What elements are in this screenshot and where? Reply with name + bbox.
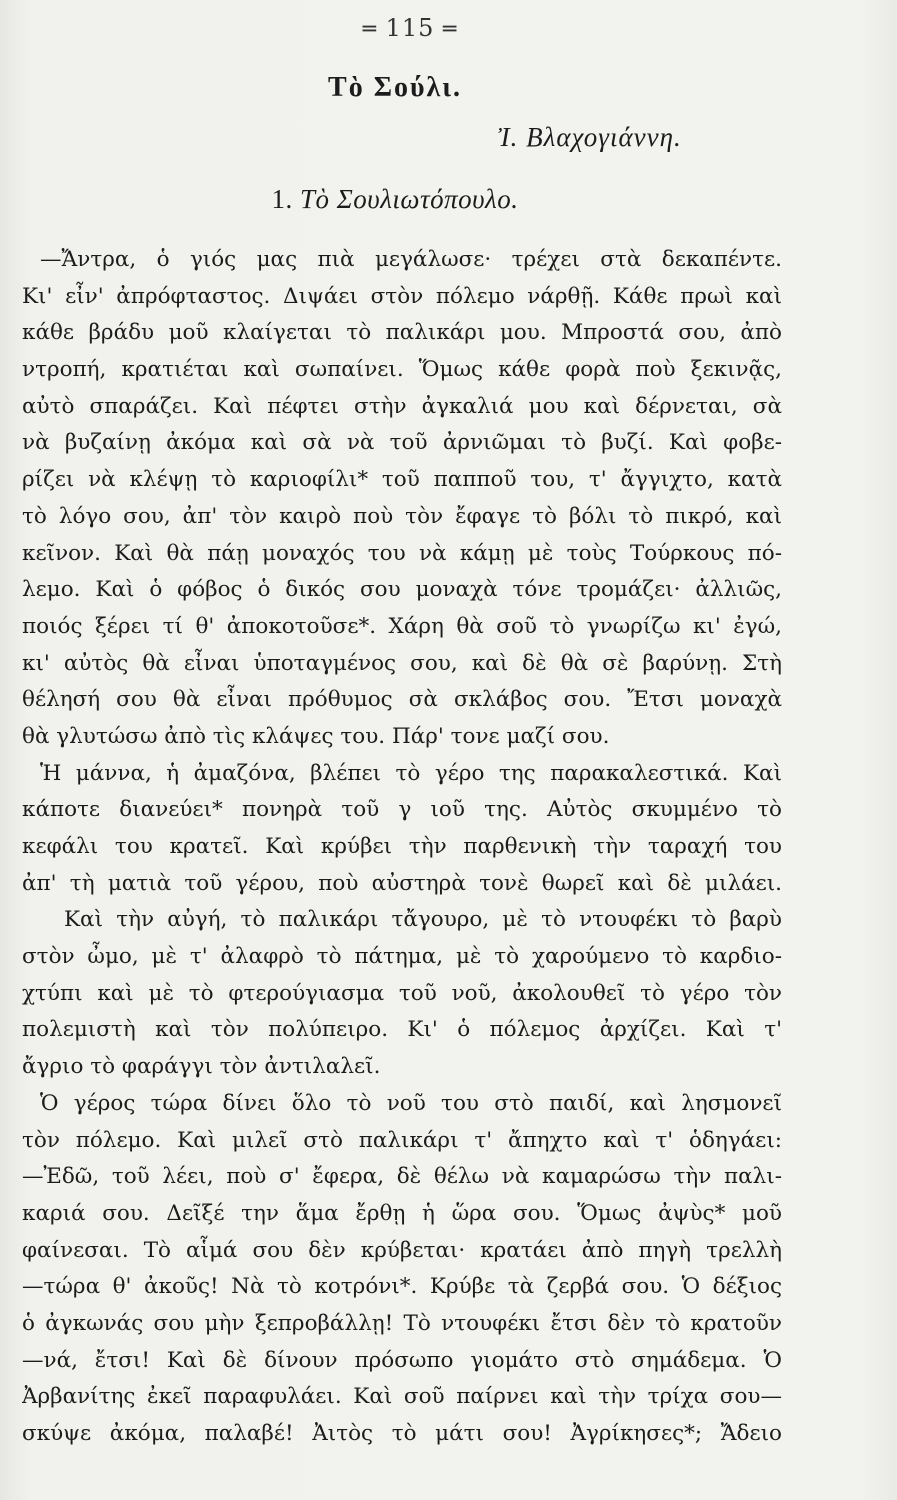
text-line: θέλησή σου θὰ εἶναι πρόθυμος σὰ σκλάβος σου. Ἔτσι μοναχὰ bbox=[22, 687, 782, 713]
text-line: ὁ ἀγκωνάς σου μὴν ξεπροβάλλῃ! Τὸ ντουφέκι ἔτσι δὲν τὸ κρατοῦν bbox=[22, 1310, 782, 1336]
text-line: πολεμιστὴ καὶ τὸν πολύπειρο. Κι' ὁ πόλεμος ἀρχίζει. Καὶ τ' bbox=[22, 1017, 782, 1043]
text-line: κεφάλι του κρατεῖ. Καὶ κρύβει τὴν παρθενικὴ τὴν ταραχή του bbox=[22, 834, 782, 859]
author-name: Ἰ. Βλαχογιάννη. bbox=[498, 122, 682, 152]
text-line: —Ἄντρα, ὁ γιός μας πιὰ μεγάλωσε· τρέχει στὰ δεκαπέντε. bbox=[40, 247, 782, 272]
page-number-ornament-right: ═ bbox=[443, 17, 458, 42]
text-line: Κι' εἶν' ἀπρόφταστος. Διψάει στὸν πόλεμο νάρθῇ. Κάθε πρωὶ καὶ bbox=[22, 283, 782, 309]
text-line: κάθε βράδυ μοῦ κλαίγεται τὸ παλικάρι μου. Μπροστά σου, ἀπὸ bbox=[22, 320, 782, 346]
page-number-text: 115 bbox=[385, 14, 435, 42]
text-line: καριά σου. Δεῖξέ την ἅμα ἔρθῃ ἡ ὥρα σου. Ὅμως ἀψὺς* μοῦ bbox=[22, 1200, 782, 1226]
text-line: τὸν πόλεμο. Καὶ μιλεῖ στὸ παλικάρι τ' ἄπηχτο καὶ τ' ὁδηγάει: bbox=[22, 1127, 782, 1153]
chapter-title: Τὸ Σούλι. bbox=[328, 72, 462, 103]
text-line: ποιός ξέρει τί θ' ἀποκοτοῦσε*. Χάρη θὰ σοῦ τὸ γνωρίζω κι' ἐγώ, bbox=[22, 613, 782, 639]
text-line: χτύπι καὶ μὲ τὸ φτερούγιασμα τοῦ νοῦ, ἀκολουθεῖ τὸ γέρο τὸν bbox=[22, 980, 782, 1006]
text-line: κι' αὐτὸς θὰ εἶναι ὑποταγμένος σου, καὶ δὲ θὰ σὲ βαρύνῃ. Στὴ bbox=[22, 650, 782, 676]
text-line: Καὶ τὴν αὐγή, τὸ παλικάρι τἄγουρο, μὲ τὸ ντουφέκι τὸ βαρὺ bbox=[64, 907, 782, 933]
text-line: θὰ γλυτώσω ἀπὸ τὶς κλάψες του. Πάρ' τονε μαζί σου. bbox=[22, 723, 610, 749]
text-line: λεμο. Καὶ ὁ φόβος ὁ δικός σου μοναχὰ τόνε τρομάζει· ἀλλιῶς, bbox=[22, 577, 782, 603]
text-line: φαίνεσαι. Τὸ αἷμά σου δὲν κρύβεται· κρατάει ἀπὸ πηγὴ τρελλὴ bbox=[22, 1237, 782, 1263]
text-line: κεῖνον. Καὶ θὰ πάῃ μοναχός του νὰ κάμῃ μὲ τοὺς Τούρκους πό- bbox=[22, 540, 782, 566]
page-number-ornament-left: ═ bbox=[362, 17, 377, 42]
text-line: κάποτε διανεύει* πονηρὰ τοῦ γ ιοῦ της. Αὐτὸς σκυμμένο τὸ bbox=[22, 797, 782, 823]
text-line: ρίζει νὰ κλέψῃ τὸ καριοφίλι* τοῦ παπποῦ του, τ' ἄγγιχτο, κατὰ bbox=[22, 467, 782, 493]
text-line: Ἡ μάννα, ἡ ἀμαζόνα, βλέπει τὸ γέρο της παρακαλεστικά. Καὶ bbox=[40, 760, 782, 786]
section-heading bbox=[0, 184, 790, 215]
text-line: ἄγριο τὸ φαράγγι τὸν ἀντιλαλεῖ. bbox=[22, 1054, 381, 1080]
page-number bbox=[0, 14, 820, 42]
text-line: σκύψε ἀκόμα, παλαβέ! Ἀιτὸς τὸ μάτι σου! Ἀγρίκησες*; Ἄδειο bbox=[22, 1421, 782, 1446]
text-line: —Ἐδῶ, τοῦ λέει, ποὺ σ' ἔφερα, δὲ θέλω νὰ καμαρώσω τὴν παλι- bbox=[22, 1164, 782, 1190]
text-line: —τώρα θ' ἀκοῦς! Νὰ τὸ κοτρόνι*. Κρύβε τὰ ζερβά σου. Ὁ δέξιος bbox=[22, 1274, 782, 1300]
text-line: —νά, ἔτσι! Καὶ δὲ δίνουν πρόσωπο γιομάτο στὸ σημάδεμα. Ὁ bbox=[22, 1347, 782, 1373]
text-line: ἀπ' τὴ ματιὰ τοῦ γέρου, ποὺ αὐστηρὰ τονὲ θωρεῖ καὶ δὲ μιλάει. bbox=[22, 870, 782, 896]
section-title: Τὸ Σουλιωτόπουλο. bbox=[300, 184, 519, 214]
text-line: αὐτὸ σπαράζει. Καὶ πέφτει στὴν ἀγκαλιά μου καὶ δέρνεται, σὰ bbox=[22, 393, 782, 419]
text-line: Ἀρβανίτης ἐκεῖ παραφυλάει. Καὶ σοῦ παίρνει καὶ τὴν τρίχα σου— bbox=[22, 1384, 782, 1410]
text-line: Ὁ γέρος τώρα δίνει ὅλο τὸ νοῦ του στὸ παιδί, καὶ λησμονεῖ bbox=[40, 1090, 782, 1116]
text-line: νὰ βυζαίνῃ ἀκόμα καὶ σὰ νὰ τοῦ ἀρνιῶμαι τὸ βυζί. Καὶ φοβε- bbox=[22, 430, 782, 456]
body-text bbox=[22, 242, 782, 1453]
text-line: στὸν ὦμο, μὲ τ' ἀλαφρὸ τὸ πάτημα, μὲ τὸ χαρούμενο τὸ καρδιο- bbox=[22, 944, 782, 970]
text-line: ντροπή, κρατιέται καὶ σωπαίνει. Ὅμως κάθε φορὰ ποὺ ξεκινᾷς, bbox=[22, 357, 782, 383]
text-line: τὸ λόγο σου, ἀπ' τὸν καιρὸ ποὺ τὸν ἔφαγε τὸ βόλι τὸ πικρό, καὶ bbox=[22, 503, 782, 529]
section-number: 1. bbox=[271, 184, 293, 214]
